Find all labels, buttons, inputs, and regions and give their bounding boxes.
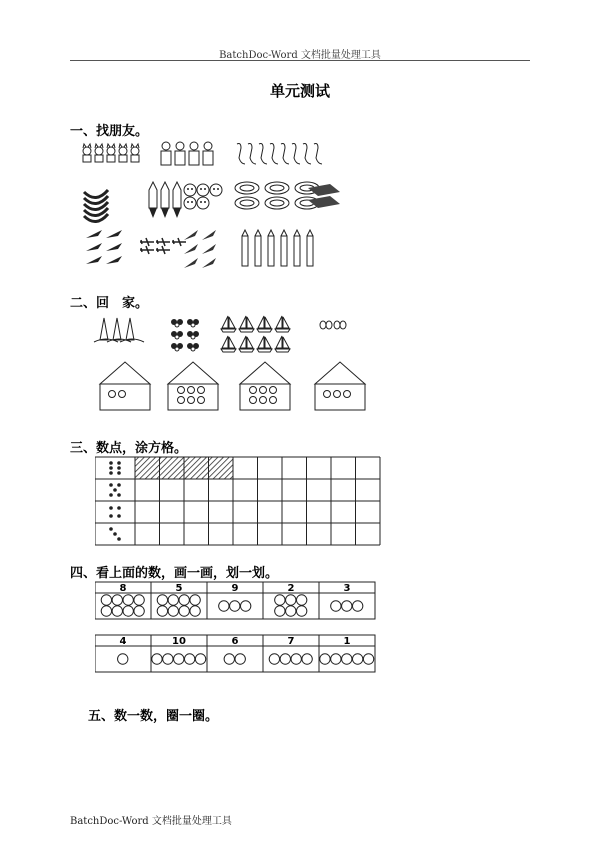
table-number: 9	[231, 583, 239, 594]
count-circle	[118, 654, 128, 664]
flowers-icon	[171, 319, 183, 327]
house-circle	[260, 387, 267, 394]
flowers-icon	[187, 319, 199, 327]
house-circle	[324, 391, 331, 398]
house	[168, 362, 218, 410]
flowers-icon	[187, 343, 199, 351]
sailboats-icon	[275, 316, 290, 332]
house	[315, 362, 365, 410]
section-1-title: 一、找朋友。	[70, 124, 149, 139]
count-circle	[101, 595, 111, 605]
count-circle	[363, 654, 373, 664]
pencils-icon	[294, 230, 300, 266]
count-circle	[286, 595, 296, 605]
geese-icon	[281, 144, 289, 165]
plates-icon	[235, 197, 259, 209]
plates-icon	[235, 182, 259, 194]
count-circle	[240, 601, 250, 611]
flowers-icon	[171, 343, 183, 351]
count-circle	[168, 595, 178, 605]
count-circle	[286, 606, 296, 616]
house-circle	[260, 397, 267, 404]
count-circle	[235, 654, 245, 664]
count-circle	[123, 606, 133, 616]
house-circle	[188, 387, 195, 394]
count-circle	[269, 654, 279, 664]
geese-icon	[237, 144, 245, 165]
draw-table	[95, 582, 375, 619]
carrots-icon	[106, 230, 122, 238]
house-circle	[270, 397, 277, 404]
fish-icon	[202, 258, 216, 268]
count-circle	[174, 654, 184, 664]
count-circle	[352, 601, 362, 611]
count-circle	[179, 595, 189, 605]
cats-icon	[95, 144, 103, 162]
house-circle	[178, 387, 185, 394]
people-icon	[203, 142, 213, 165]
house-circle	[198, 387, 205, 394]
sailboats-icon	[221, 336, 236, 352]
cats-icon	[107, 144, 115, 162]
count-circle	[190, 595, 200, 605]
rockets-icon	[173, 182, 181, 218]
flowers-icon	[171, 331, 183, 339]
butterflies-icon	[320, 321, 332, 329]
geese-icon	[314, 144, 322, 165]
fish-icon	[202, 244, 216, 254]
table-number: 1	[343, 636, 351, 647]
kids-icon	[184, 184, 196, 196]
count-circle	[112, 595, 122, 605]
airplanes-icon	[140, 238, 154, 246]
count-circle	[331, 654, 341, 664]
page-header: BatchDoc-Word 文档批量处理工具	[219, 50, 381, 61]
count-circle	[219, 601, 229, 611]
page-title: 单元测试	[269, 82, 330, 100]
house-circle	[250, 387, 257, 394]
draw-table	[95, 635, 375, 672]
plates-icon	[265, 197, 289, 209]
count-circle	[275, 595, 285, 605]
count-circle	[134, 606, 144, 616]
airplanes-icon	[172, 238, 186, 246]
die-face	[109, 483, 121, 497]
pencils-icon	[242, 230, 248, 266]
count-circle	[101, 606, 111, 616]
shells-icon	[120, 318, 144, 342]
house-circle	[188, 397, 195, 404]
count-circle	[320, 654, 330, 664]
table-number: 6	[231, 636, 239, 647]
flowers-icon	[187, 331, 199, 339]
dice-grid	[95, 455, 385, 550]
pencils-icon	[268, 230, 274, 266]
count-circle	[342, 654, 352, 664]
count-circle	[296, 595, 306, 605]
geese-icon	[259, 144, 267, 165]
pencils-icon	[255, 230, 261, 266]
count-circle	[168, 606, 178, 616]
fish-icon	[184, 230, 198, 240]
die-face	[109, 527, 121, 541]
sailboats-group	[221, 316, 290, 352]
flowers-group	[171, 319, 199, 351]
house-circle	[198, 397, 205, 404]
cats-icon	[119, 144, 127, 162]
house-circle	[250, 397, 257, 404]
table-number: 4	[119, 636, 127, 647]
people-icon	[189, 142, 199, 165]
cats-icon	[83, 144, 91, 162]
people-icon	[175, 142, 185, 165]
carrots-icon	[86, 256, 102, 264]
shaded-cell	[209, 457, 234, 479]
house	[240, 362, 290, 410]
table-number: 2	[287, 583, 295, 594]
bananas-icon	[84, 190, 108, 198]
kids-icon	[197, 184, 209, 196]
carrots-icon	[106, 243, 122, 251]
house	[100, 362, 150, 410]
table-number: 5	[175, 583, 183, 594]
header-rule	[70, 60, 530, 61]
die-face	[109, 461, 121, 475]
butterflies-group	[320, 321, 346, 329]
count-circle	[163, 654, 173, 664]
sailboats-icon	[239, 316, 254, 332]
sailboats-icon	[257, 316, 272, 332]
airplanes-icon	[156, 246, 170, 254]
die-face	[109, 506, 121, 518]
go-home-pictures	[90, 312, 380, 422]
count-circle	[275, 606, 285, 616]
count-circle	[157, 595, 167, 605]
count-circle	[224, 654, 234, 664]
count-circle	[230, 601, 240, 611]
section-3-title: 三、数点，涂方格。	[70, 441, 188, 456]
count-circle	[157, 606, 167, 616]
butterflies-icon	[334, 321, 346, 329]
house-circle	[334, 391, 341, 398]
count-circle	[280, 654, 290, 664]
fish-icon	[184, 244, 198, 254]
kids-icon	[184, 197, 196, 209]
geese-icon	[303, 144, 311, 165]
kids-icon	[197, 197, 209, 209]
rockets-icon	[149, 182, 157, 218]
pencils-icon	[281, 230, 287, 266]
shaded-cell	[160, 457, 185, 479]
sailboats-icon	[221, 316, 236, 332]
count-circle	[342, 601, 352, 611]
people-icon	[161, 142, 171, 165]
page-footer: BatchDoc-Word 文档批量处理工具	[70, 816, 232, 827]
count-circle	[331, 601, 341, 611]
fish-icon	[202, 230, 216, 240]
shaded-cell	[135, 457, 160, 479]
house-circle	[344, 391, 351, 398]
table-number: 7	[287, 636, 295, 647]
section-5-title: 五、数一数，圈一圈。	[88, 709, 219, 724]
shaded-cell	[184, 457, 209, 479]
geese-icon	[248, 144, 256, 165]
count-circle	[134, 595, 144, 605]
find-friends-pictures	[80, 140, 360, 275]
count-circle	[112, 606, 122, 616]
count-circle	[195, 654, 205, 664]
shells-group	[94, 318, 144, 342]
sailboats-icon	[275, 336, 290, 352]
airplanes-icon	[140, 246, 154, 254]
section-4-title: 四、看上面的数，画一画，划一划。	[70, 566, 279, 581]
table-number: 10	[172, 636, 186, 647]
carrots-icon	[86, 230, 102, 238]
carrots-icon	[106, 256, 122, 264]
geese-icon	[292, 144, 300, 165]
draw-tables	[95, 580, 385, 685]
pencils-icon	[307, 230, 313, 266]
count-circle	[302, 654, 312, 664]
sailboats-icon	[239, 336, 254, 352]
house-circle	[119, 391, 126, 398]
count-circle	[184, 654, 194, 664]
count-circle	[123, 595, 133, 605]
sailboats-icon	[257, 336, 272, 352]
kids-icon	[210, 184, 222, 196]
carrots-icon	[86, 243, 102, 251]
count-circle	[190, 606, 200, 616]
count-circle	[296, 606, 306, 616]
airplanes-icon	[156, 238, 170, 246]
house-circle	[109, 391, 116, 398]
house-circle	[178, 397, 185, 404]
geese-icon	[270, 144, 278, 165]
plates-icon	[265, 182, 289, 194]
count-circle	[179, 606, 189, 616]
house-circle	[270, 387, 277, 394]
table-number: 8	[119, 583, 127, 594]
count-circle	[152, 654, 162, 664]
rockets-icon	[161, 182, 169, 218]
fish-icon	[184, 258, 198, 268]
section-2-title: 二、回 家。	[70, 296, 149, 311]
count-circle	[352, 654, 362, 664]
count-circle	[291, 654, 301, 664]
table-number: 3	[343, 583, 351, 594]
cats-icon	[131, 144, 139, 162]
